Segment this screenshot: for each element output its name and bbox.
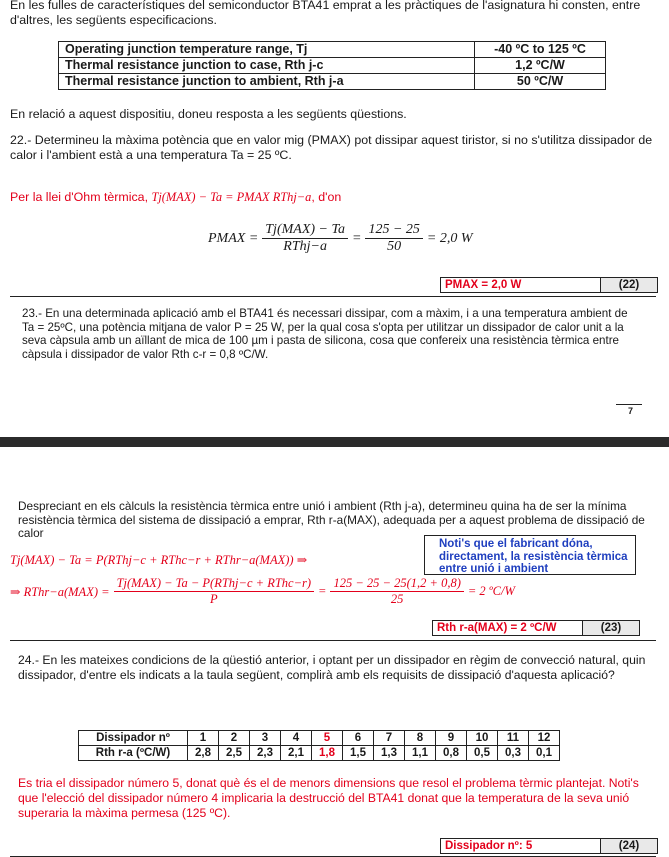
dissipator-number: 6 xyxy=(343,731,374,746)
q23-eq2-lhs: ⇒ RThr−a(MAX) = xyxy=(10,584,110,599)
q23-number: (23) xyxy=(583,621,639,635)
dissipator-number: 1 xyxy=(188,731,219,746)
question-intro: En relació a aquest dispositiu, doneu resposta a les següents qüestions. xyxy=(10,107,407,121)
q22-frac-num: Tj(MAX) − Ta xyxy=(262,222,348,239)
q22-eq-lhs: PMAX = xyxy=(208,230,259,246)
resistance-value: 1,5 xyxy=(343,746,374,761)
q23-answer: Rth r-a(MAX) = 2 ºC/W xyxy=(433,621,583,635)
q22-solution-lead: Per la llei d'Ohm tèrmica, xyxy=(10,190,149,204)
spec-label: Thermal resistance junction to ambient, Rth j-a xyxy=(59,74,475,90)
q23-text: 23.- En una determinada aplicació amb el BTA41 és necessari dissipar, com a màxim, i a una temperatura ambient de Ta = 25ºC, una potència mitjana de valor P = 25 W, per la qual cosa s'opta per utilitzar un dissipador de calor unit a la seva càpsula amb un aïllant de mica de 100 µm i pasta de silicona, cosa que confereix una resistència tèrmica entre càpsula i dissipador de valor Rth c-r = 0,8 ºC/W. xyxy=(22,307,628,361)
resistance-value: 2,8 xyxy=(188,746,219,761)
q24-answer-box xyxy=(440,838,658,854)
q22-number: (22) xyxy=(601,278,657,292)
intro-paragraph: En les fulles de característiques del semiconductor BTA41 emprat a les pràctiques de l'asignatura hi consten, entre d'altres, les següents especificacions. xyxy=(10,0,641,27)
q22-solution-formula: Tj(MAX) − Ta = PMAX RThj−a xyxy=(151,190,312,204)
q23-frac-den-values: 25 xyxy=(390,592,404,606)
q22-frac-den: RThj−a xyxy=(283,239,327,254)
dissipator-number-selected: 5 xyxy=(312,731,343,746)
table-row xyxy=(79,731,560,746)
table-row xyxy=(59,42,606,58)
divider xyxy=(10,296,656,297)
q22-solution-tail: , d'on xyxy=(311,190,342,204)
spec-value: -40 ºC to 125 ºC xyxy=(475,42,606,58)
q23-fraction-values xyxy=(330,576,463,607)
q23-eq2-result: = 2 ºC/W xyxy=(467,584,515,598)
q22-text: 22.- Determineu la màxima potència que en valor mig (PMAX) pot dissipar aquest tiristor, si no s'utilitza dissipador de calor i l'ambient està a una temperatura Ta = 25 ºC. xyxy=(10,133,653,162)
q23-answer-box xyxy=(432,620,640,636)
q23-equation-1: Tj(MAX) − Ta = P(RThj−c + RThc−r + RThr−a(MAX)) ⇒ xyxy=(10,553,308,567)
q23-fraction xyxy=(114,576,314,607)
q24-solution: Es tria el dissipador número 5, donat què és el de menors dimensions que resol el problema tèrmic plantejat. Noti's que l'elecció del dissipador número 4 implicaria la destrucció del BTA41 donat que la temperatura de la seva unió superaria la màxima permesa (125 ºC). xyxy=(18,776,639,820)
dissipator-number: 8 xyxy=(405,731,436,746)
q22-eq-result: = 2,0 W xyxy=(426,230,473,246)
q23-frac-num-values: 125 − 25 − 25(1,2 + 0,8) xyxy=(330,576,463,592)
resistance-value-selected: 1,8 xyxy=(312,746,343,761)
dissipator-number: 10 xyxy=(467,731,498,746)
q24-text: 24.- En les mateixes condicions de la qüestió anterior, i optant per un dissipador en règim de convecció natural, quin dissipador, d'entre els indicats a la taula següent, complirà amb els requisits de dissipació d'aquesta aplicació? xyxy=(18,653,646,682)
q23-frac-num: Tj(MAX) − Ta − P(RThj−c + RThc−r) xyxy=(114,576,314,592)
spec-value: 50 ºC/W xyxy=(475,74,606,90)
table-row xyxy=(79,746,560,761)
q23-text-continued: Despreciant en els càlculs la resistència tèrmica entre unió i ambient (Rth j-a), determineu quina ha de ser la mínima resistència tèrmica del sistema de dissipació a emprar, Rth r-a(MAX), adequada per a aquest problema de dissipació de calor xyxy=(18,499,645,540)
dissipator-number: 3 xyxy=(250,731,281,746)
dissipator-number: 11 xyxy=(498,731,529,746)
spec-table xyxy=(58,41,606,90)
resistance-value: 0,3 xyxy=(498,746,529,761)
spec-value: 1,2 ºC/W xyxy=(475,58,606,74)
q22-answer: PMAX = 2,0 W xyxy=(441,278,601,292)
dissipator-number: 7 xyxy=(374,731,405,746)
resistance-value: 2,3 xyxy=(250,746,281,761)
q22-solution-line xyxy=(10,190,341,205)
dissipator-number: 4 xyxy=(281,731,312,746)
resistance-value: 0,8 xyxy=(436,746,467,761)
page-number: 7 xyxy=(628,406,634,416)
divider xyxy=(10,640,656,641)
dissipator-number: 9 xyxy=(436,731,467,746)
resistance-value: 1,1 xyxy=(405,746,436,761)
resistance-value: 0,5 xyxy=(467,746,498,761)
dissipator-number: 2 xyxy=(219,731,250,746)
table-row xyxy=(59,74,606,90)
q23-frac-den: P xyxy=(209,592,218,606)
resistance-value: 2,5 xyxy=(219,746,250,761)
dissipator-table xyxy=(78,730,560,761)
q23-equation-2: ⇒ RThr−a(MAX) = $\frac{\text{Tj(MAX) − Ta − P(RThj−c + RThc−r)}}{P}$ = $\frac{125 - 25 - 25(1,2 + 0,8)}{25}$ = 2 ºC/W xyxy=(10,576,515,606)
q22-answer-box xyxy=(440,277,658,293)
resistance-value: 1,3 xyxy=(374,746,405,761)
table-row xyxy=(59,58,606,74)
q22-frac-den-values: 50 xyxy=(387,239,402,254)
resistance-value: 0,1 xyxy=(529,746,560,761)
resistance-value: 2,1 xyxy=(281,746,312,761)
page-break-band xyxy=(0,437,669,447)
q22-frac-num-values: 125 − 25 xyxy=(365,222,422,239)
q24-answer: Dissipador nº: 5 xyxy=(441,839,601,853)
spec-label: Operating junction temperature range, Tj xyxy=(59,42,475,58)
q22-fraction xyxy=(262,222,348,255)
spec-label: Thermal resistance junction to case, Rth j-c xyxy=(59,58,475,74)
dissipator-number: 12 xyxy=(529,731,560,746)
page-number-rule xyxy=(616,404,642,405)
q22-fraction-values xyxy=(365,222,422,255)
q24-number: (24) xyxy=(601,839,657,853)
resistance-header: Rth r-a (ºC/W) xyxy=(79,746,188,761)
note-box: Noti's que el fabricant dóna, directament, la resistència tèrmica entre unió i ambient xyxy=(424,535,636,575)
dissipator-header: Dissipador nº xyxy=(79,731,188,746)
q22-equation: PMAX = $\frac{\text{Tj(MAX) − Ta}}{\text{RThj−a}}$ = $\frac{125 - 25}{50}$ = 2,0 W xyxy=(208,222,473,254)
